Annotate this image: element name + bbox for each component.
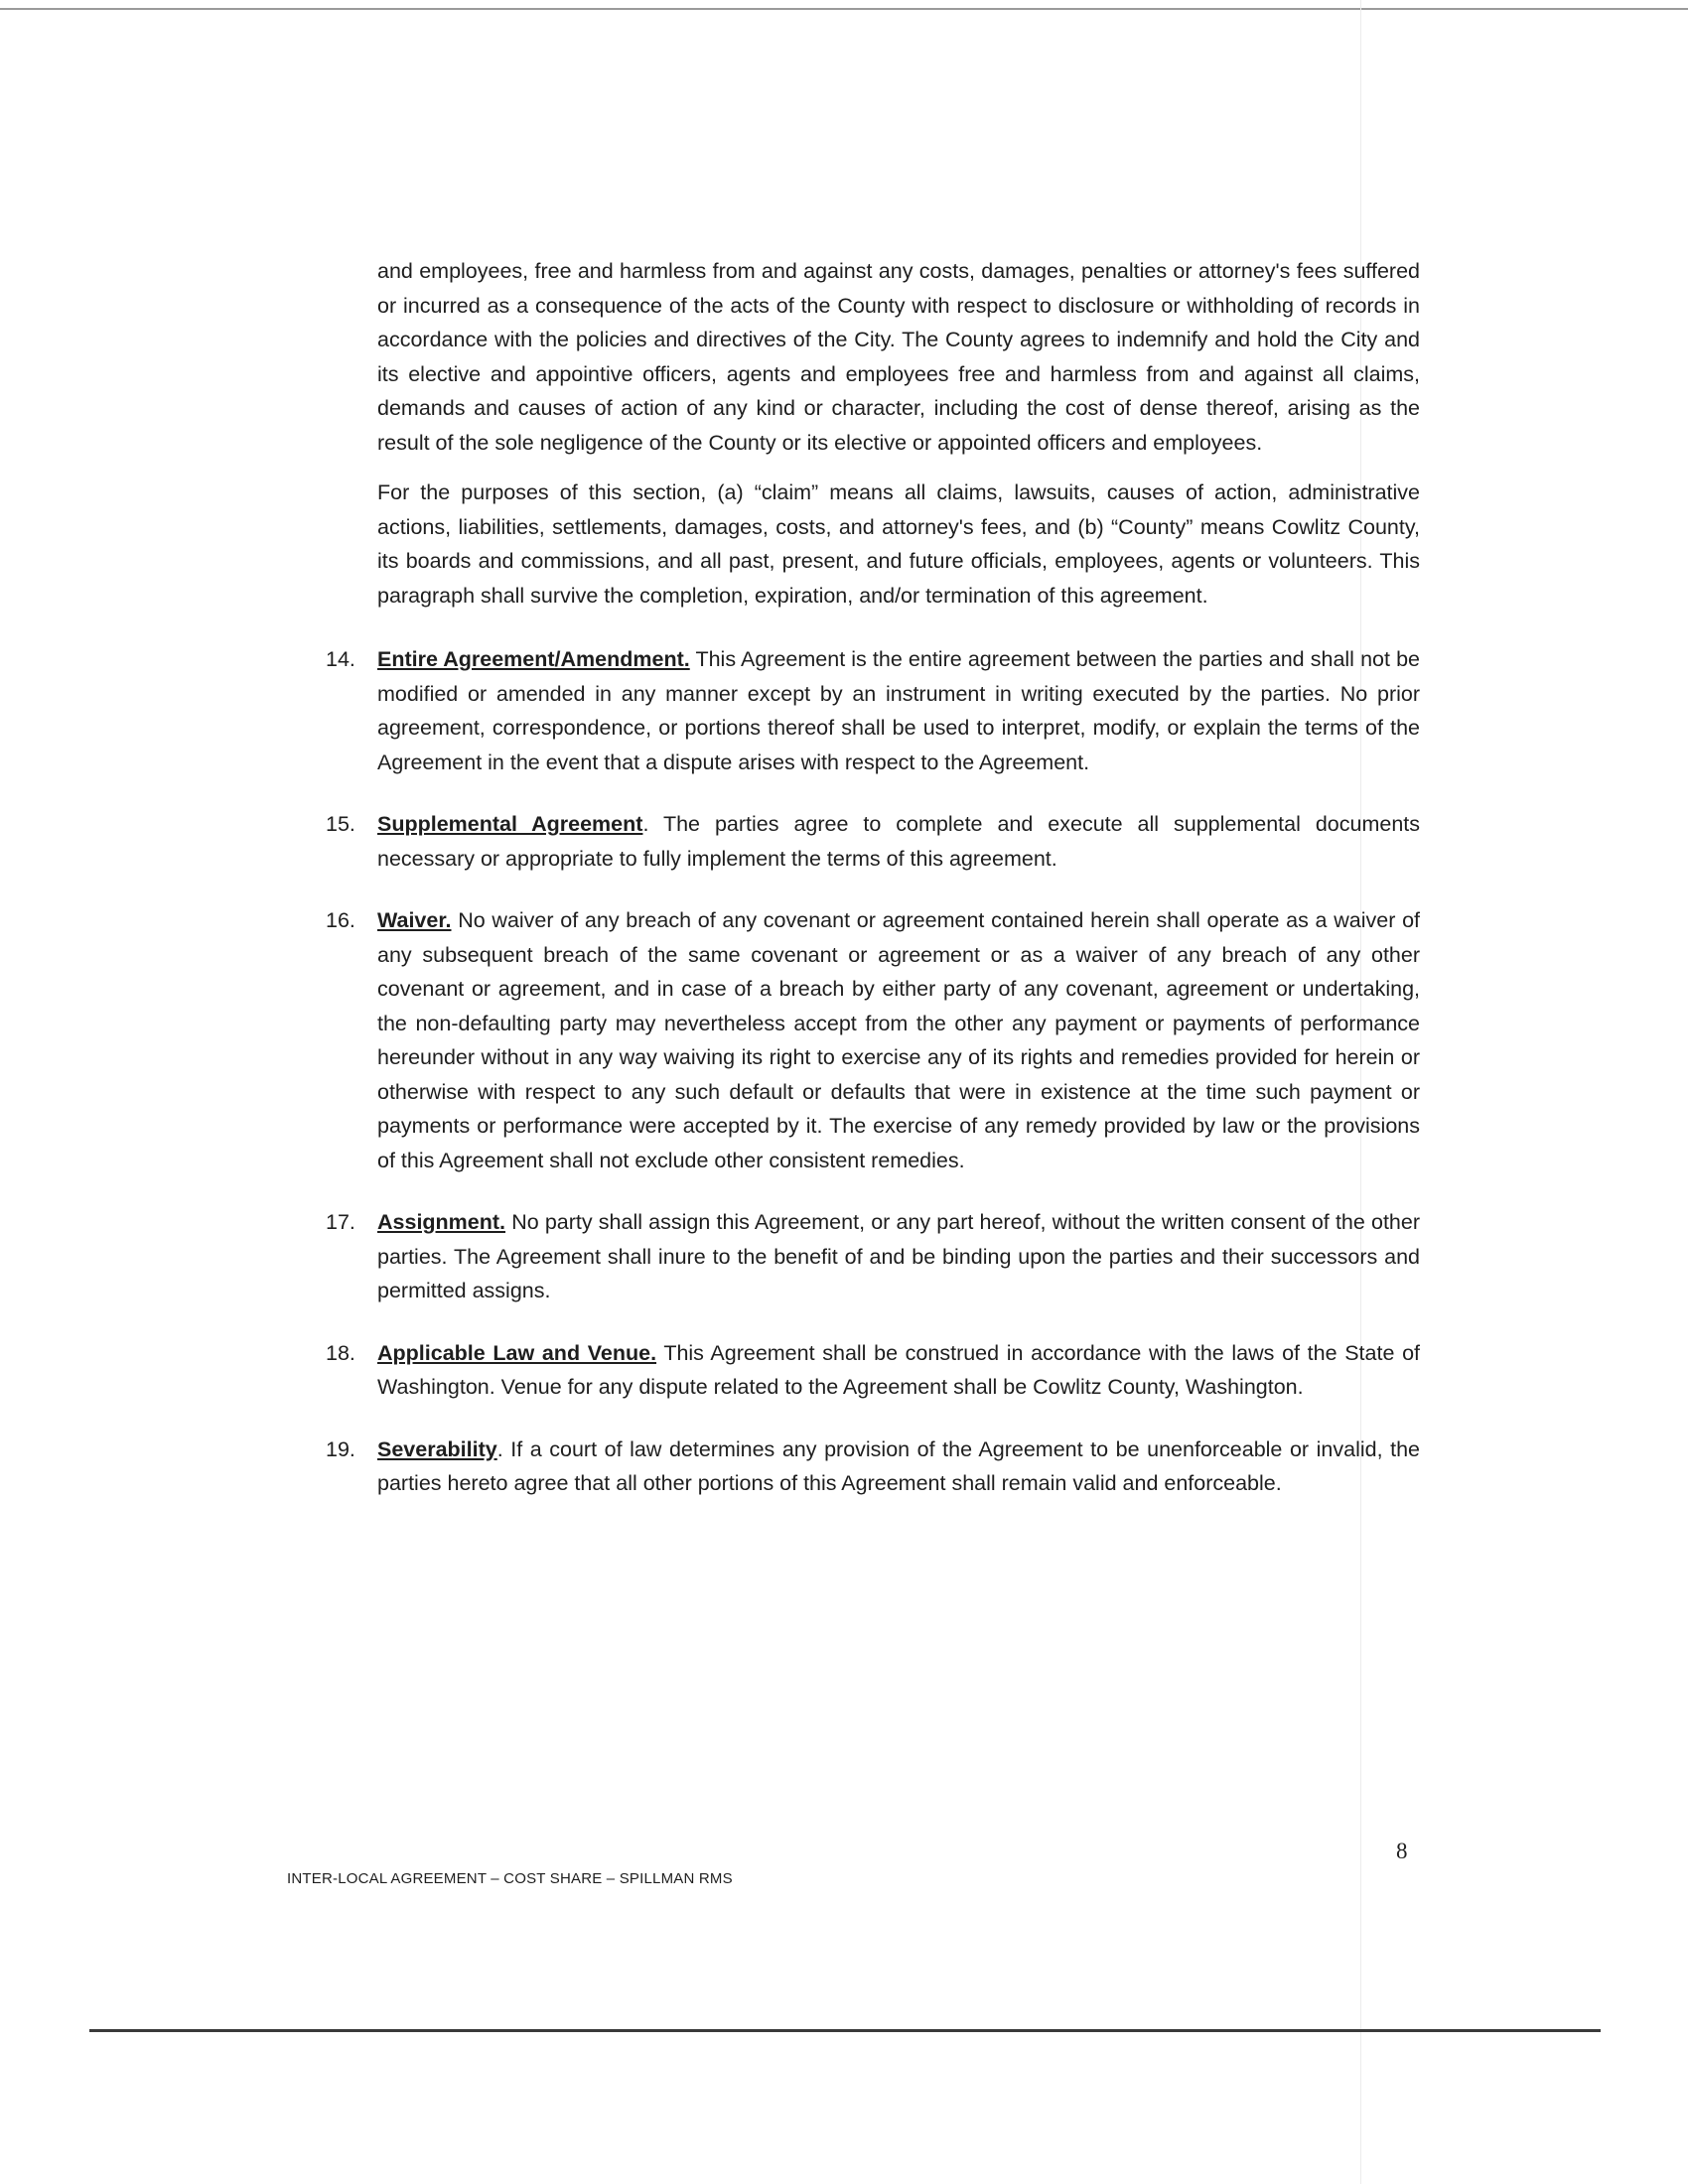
section-18 [326,1336,1420,1405]
section-body [377,1336,1420,1405]
section-text: . If a court of law determines any provision of the Agreement to be unenforceable or invalid, the parties hereto agree that all other portions of this Agreement shall remain valid and enforceable. [377,1436,1420,1495]
page-number: 8 [1396,1839,1408,1863]
paragraph-indemnification-continued: and employees, free and harmless from and against any costs, damages, penalties or attorney's fees suffered or incurred as a consequence of the acts of the County with respect to disclosure or withholding of records in accordance with the policies and directives of the City. The County agrees to indemnify and hold the City and its elective and appointive officers, agents and employees free and harmless from and against all claims, demands and causes of action of any kind or character, including the cost of dense thereof, arising as the result of the sole negligence of the County or its elective or appointed officers and employees. [377,259,1420,455]
section-15 [326,807,1420,876]
section-heading: Applicable Law and Venue. [377,1340,657,1365]
section-heading: Assignment. [377,1210,506,1234]
section-heading: Waiver. [377,908,452,932]
section-text: No party shall assign this Agreement, or any part hereof, without the written consent of the other parties. The Agreement shall inure to the benefit of and be binding upon the parties and their successors and permitted assigns. [377,1210,1420,1302]
section-body [377,807,1420,876]
document-page [326,254,1420,1529]
footer-rule [89,2029,1601,2032]
section-heading: Entire Agreement/Amendment. [377,647,690,671]
section-body [377,642,1420,779]
section-text: This Agreement is the entire agreement between the parties and shall not be modified or amended in any manner except by an instrument in writing executed by the parties. No prior agreement, correspondence, or portions thereof shall be used to interpret, modify, or explain the terms of the Agreement in the event that a dispute arises with respect to the Agreement. [377,647,1420,774]
section-text: . The parties agree to complete and execute all supplemental documents necessary or appropriate to fully implement the terms of this agreement. [377,812,1420,871]
section-heading: Severability [377,1436,497,1461]
section-heading: Supplemental Agreement [377,812,643,836]
section-body [377,1205,1420,1308]
section-16 [326,903,1420,1177]
section-body [377,903,1420,1177]
section-number: 19. [326,1436,355,1461]
section-17 [326,1205,1420,1308]
section-text: This Agreement shall be construed in accordance with the laws of the State of Washington. Venue for any dispute related to the Agreement shall be Cowlitz County, Washington. [377,1340,1420,1399]
section-text: No waiver of any breach of any covenant or agreement contained herein shall operate as a waiver of any subsequent breach of the same covenant or agreement or as a waiver of any breach of any other covenant or agreement, and in case of a breach by either party of any covenant, agreement or undertaking, the non-defaulting party may nevertheless accept from the other any payment or payments of performance hereunder without in any way waiving its right to exercise any of its rights and remedies provided for herein or otherwise with respect to any such default or defaults that were in existence at the time such payment or payments or performance were accepted by it. The exercise of any remedy provided by law or the provisions of this Agreement shall not exclude other consistent remedies. [377,908,1420,1172]
section-number: 14. [326,647,355,671]
section-number: 18. [326,1340,355,1365]
section-number: 16. [326,908,355,932]
section-number: 15. [326,812,355,836]
section-19 [326,1433,1420,1501]
footer-document-title: INTER-LOCAL AGREEMENT – COST SHARE – SPILLMAN RMS [287,1870,733,1887]
paragraph-definitions: For the purposes of this section, (a) “claim” means all claims, lawsuits, causes of action, administrative actions, liabilities, settlements, damages, costs, and attorney's fees, and (b) “County” means Cowlitz County, its boards and commissions, and all past, present, and future officials, employees, agents or volunteers. This paragraph shall survive the completion, expiration, and/or termination of this agreement. [377,480,1420,608]
section-14 [326,642,1420,779]
scan-edge-top [0,0,1688,10]
section-number: 17. [326,1210,355,1234]
section-body [377,1433,1420,1501]
